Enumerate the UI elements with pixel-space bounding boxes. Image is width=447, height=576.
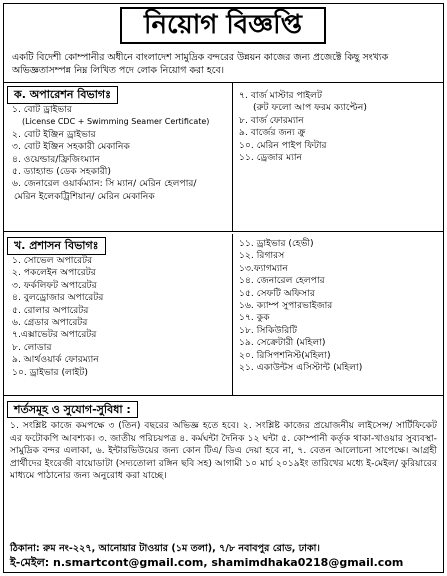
address-line: ঠিকানা: রুম নং-২২৭, আনোয়ার টাওয়ার (১ম তলা), ৭/৮ নবাবপুর রোড, ঢাকা। [10,543,320,554]
list-item: ২১. একাউন্টস এসিস্টান্ট (মহিলা) [239,362,363,374]
terms-body: ১. সংশ্লিষ্ট কাজে কমপক্ষে ৩ (তিন) বছরের অভিজ্ঞ হতে হবে। ২. সংশ্লিষ্ট কাজের প্রয়োজনীয় লাইসেন্স/ সার্টিফিকেট এর ফটোকপি আবশ্যক। ৩. জাতীয় পরিচয়পত্র ৪. কর্মঘন্টা দৈনিক ১২ ঘন্টা ৫. কোম্পানী কর্তৃক থাকা-খাওয়ার সুব্যবস্থা- সামুদ্রিক বন্দর এলাকা, ৬. ইন্টারভিউয়ের জন্য কোন টিএ/ ডিএ দেয়া হবে না, ৭. বেতন আলোচনা সাপেক্ষে। আগ্রহী প্রার্থীদের ইংরেজী বায়োডাটা (সদ্যতোলা রঙ্গিন ছবি সহ) আগামী ১০ মার্চ ২০১৯ইং তারিখের মধ্যে ই-মেইল/ কুরিয়ারের মাধ্যমে পাঠানোর জন্য অনুরোধ করা যাচ্ছে। [10,420,437,482]
list-item: ১০. মেরিন পাইপ ফিটার [239,139,327,151]
list-item: ৭. বার্জ মাস্টার পাইলট [239,90,323,101]
terms-heading: শর্তসমূহ ও সুযোগ-সুবিধা : [7,401,138,418]
job-advertisement [3,3,444,573]
list-item: ৭.এক্সাভেটর অপারেটর [12,329,97,341]
list-item: ২. বোট ইঞ্জিন ড্রাইভার [12,128,96,140]
list-item: ৯. বার্জের জন্য ক্রু [239,127,306,139]
administration-heading: খ. প্রশাসন বিভাগঃ [7,237,106,255]
list-item: ১১. ড্রেজার ম্যান [239,152,303,164]
operations-right-column [233,83,443,231]
operations-section [4,82,443,232]
list-item: ১৭. কুক [239,312,270,324]
list-item: ৬. জেনারেল ওয়ার্কম্যান: সি ম্যান/ মেরিন হেলপার/ [12,178,197,190]
email-line [10,556,440,570]
list-item: ৪. বুলড্রোজার অপারেটর [12,292,104,304]
administration-right-column [233,234,443,395]
list-item-continued: মেরিন ইলেকট্রিশিয়ান/ মেরিন মেকানিক [14,190,155,202]
list-item: ৫. ড্যাহ্যান্ড (ডেক সহকারী) [12,166,111,178]
intro-paragraph: একটি বিদেশী কোম্পানীর অধীনে বাংলাদেশ সামুদ্রিক বন্দরের উন্নয়ন কাজের জন্য প্রজেক্টে কিছু সংখ্যক অভিজ্ঞতাসম্পন্ন নিম্ন লিখিত পদে লোক নিয়োগ করা হবে। [12,52,389,76]
list-item: ১১. ড্রাইভার (হেভী) [239,238,314,249]
email-addresses[interactable]: n.smartcont@gmail.com, shamimdhaka0218@gmail.com [53,556,404,569]
list-item: ১৫. সেফটি অফিসার [239,287,315,299]
header [4,4,443,48]
list-item: ৩. বোট ইঞ্জিন সহকারী মেকানিক [12,141,130,153]
administration-left-column [4,234,233,395]
administration-section [4,234,443,396]
list-item: ১২. রিগারস [239,250,285,262]
terms-section [4,398,443,483]
list-item: ১৯. সেক্রেটারী (মহিলা) [239,337,326,349]
operations-heading: ক. অপারেশন বিভাগঃ [7,86,118,104]
list-item: ১. বোট ড্রাইভার [12,104,72,115]
list-item: ১৪. জেনারেল হেলপার [239,275,325,287]
list-item-note: (License CDC + Swimming Seamer Certificate) [22,117,210,127]
list-item: ৪. ওয়েল্ডার/ফ্রিজিংম্যান [12,153,101,165]
list-item: ১৮. সিকিউরিটি [239,324,297,336]
contact-block [10,542,440,570]
list-item: ৮. লোডার [12,341,52,353]
list-item: ৩. ফর্কলিফট অপারেটর [12,279,97,291]
page-title: নিয়োগ বিজ্ঞপ্তি [120,7,326,44]
list-item: ৮. বার্জ ফোরম্যান [239,114,304,126]
list-item: ৬. গ্রেডার অপারেটর [12,317,88,329]
list-item: ২০. রিসিপশনিস্ট(মহিলা) [239,349,331,361]
list-item: ১০. ড্রাইভার (লাইট) [12,366,88,378]
list-item: ৫. রোলার অপারেটর [12,304,89,316]
list-item: ১৩.ফ্যাগম্যান [239,262,288,274]
list-item: ১. সোভেল অপারেটর [12,255,93,266]
list-item: ২. পকলেইন অপারেটর [12,267,96,279]
email-label: ই-মেইল: [10,556,50,569]
list-item: ৯. আর্থওয়ার্ক ফোরম্যান [12,354,99,366]
list-item: ১৬. ক্যাম্প সুপারভাইজার [239,300,333,312]
list-item-note: (রুট ফলো আপ ফরম ক্যাপ্টেন) [253,102,367,114]
operations-left-column [4,83,233,231]
